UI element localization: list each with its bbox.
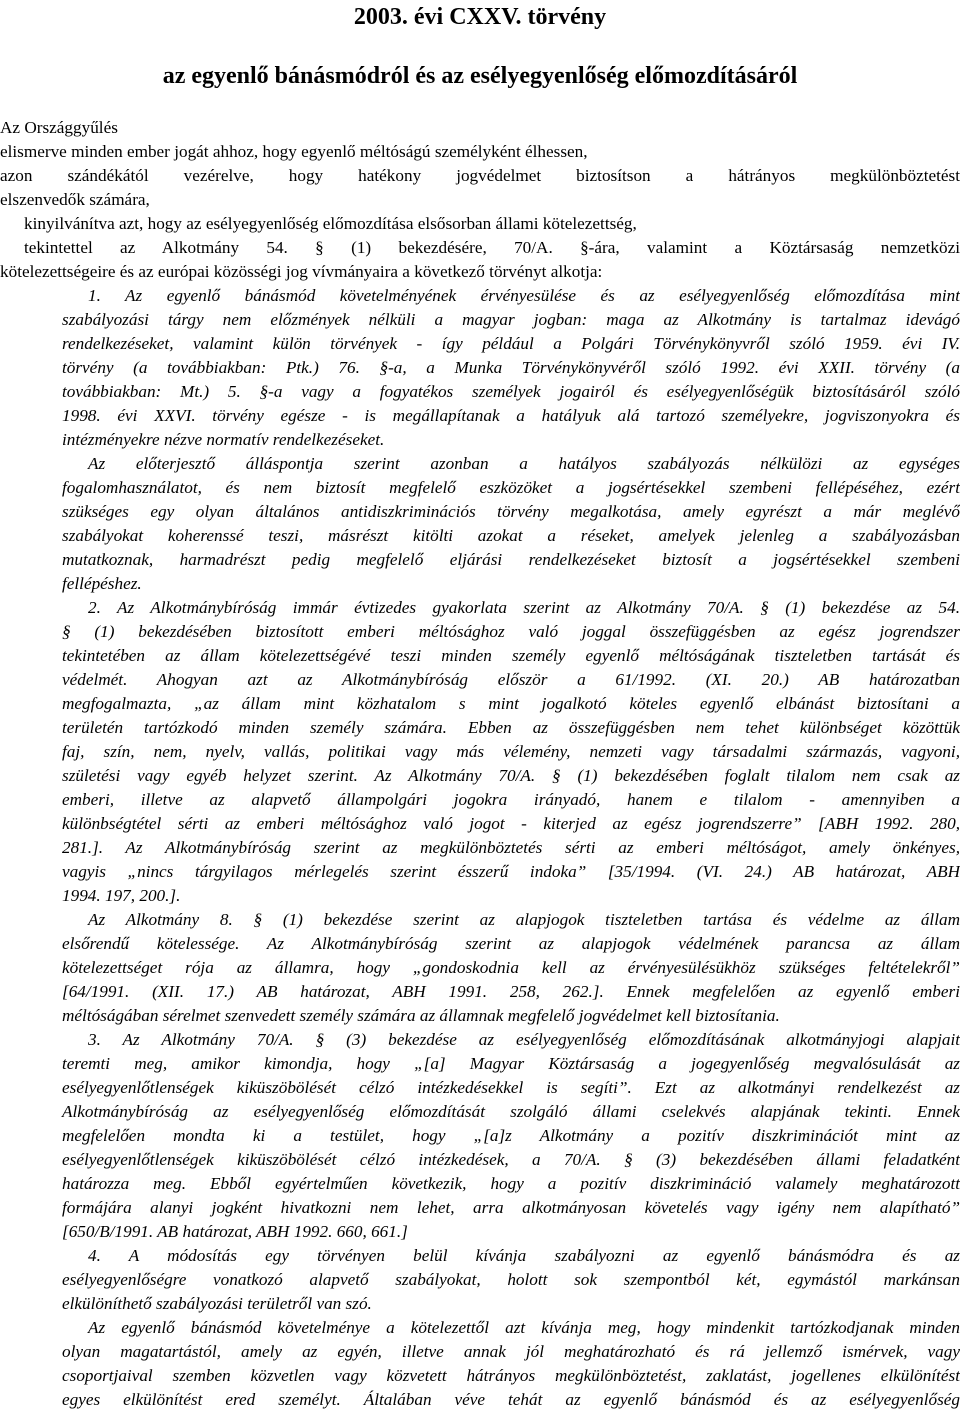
body-line: fogalomhasználatot, és nem biztosít megfelelő eszközöket a jogsértésekkel szembeni fellépéséhez, ezért (62, 478, 960, 497)
body-line: 4. A módosítás egy törvényen belül kívánja szabályozni az egyenlő bánásmódra és az (88, 1246, 960, 1265)
body-line: szabályozási tárgy nem előzmények nélküli a magyar jogban: maga az Alkotmány is tartalmaz idevágó (62, 310, 960, 329)
body-line: formájára alanyi jogként hivatkozni nem lehet, arra alkotmányosan követelés vagy igény nem alapítható” (62, 1198, 960, 1217)
body-line: rendelkezéseket, valamint külön törvények - így például a Polgári Törvénykönyvről szóló 1959. évi IV. (62, 334, 960, 353)
body-line: továbbiakban: Mt.) 5. §-a vagy a fogyatékos személyek jogairól és esélyegyenlőségük biztosításáról szóló (62, 382, 960, 401)
body-line: csoportjaival szemben közvetlen vagy közvetett hátrányos megkülönböztetést, zaklatást, jogellenes elkülönítést (62, 1366, 960, 1385)
body-line: területén tartózkodó minden személy számára. Ebben az összefüggésben nem tehet különbséget közöttük (62, 718, 960, 737)
body-line: törvény (a továbbiakban: Ptk.) 76. §-a, a Munka Törvénykönyvéről szóló 1992. évi XXII. törvény (a (62, 358, 960, 377)
body-line: esélyegyenlőségre vonatkozó alapvető szabályokat, holott sok szempontból két, egymástól markánsan (62, 1270, 960, 1289)
body-line: olyan magatartástól, amely az egyén, illetve annak jól meghatározható és rá jellemző ismérvek, vagy (62, 1342, 960, 1361)
body-line: faj, szín, nem, nyelv, vallás, politikai vagy más vélemény, nemzeti vagy társadalmi származás, vagyoni, (62, 742, 960, 761)
body-line: fellépéshez. (62, 574, 142, 593)
body-line: Az Alkotmány 8. § (1) bekezdése szerint az alapjogok tiszteletben tartása és védelme az állam (88, 910, 960, 929)
body-line: védelmét. Ahogyan azt az Alkotmánybíróság először a 61/1992. (XI. 20.) AB határozatban (62, 670, 960, 689)
preamble-line: elszenvedők számára, (0, 190, 150, 209)
body-line: megfogalmazta, „az állam mint közhatalom s mint jogalkotó köteles egyenlő elbánást biztosítani a (62, 694, 960, 713)
body-line: esélyegyenlőtlenségek kiküszöbölését célzó intézkedésekkel is segíti”. Ezt az alkotmányi rendelkezést az (62, 1078, 960, 1097)
body-line: Az egyenlő bánásmód követelménye a kötelezettől azt kívánja meg, hogy mindenkit tartózkodjanak minden (88, 1318, 960, 1337)
body-line: [650/B/1991. AB határozat, ABH 1992. 660, 661.] (62, 1222, 408, 1241)
body-line: 3. Az Alkotmány 70/A. § (3) bekezdése az esélyegyenlőség előmozdításának alkotmányjogi alapjait (88, 1030, 960, 1049)
body-line: elsőrendű kötelessége. Az Alkotmánybíróság szerint az alapjogok védelmének parancsa az állam (62, 934, 960, 953)
preamble-line: tekintettel az Alkotmány 54. § (1) bekezdésére, 70/A. §-ára, valamint a Köztársaság nemzetközi (24, 238, 960, 257)
body-line: elkülöníthető szabályozási területről van szó. (62, 1294, 372, 1313)
body-line: Az előterjesztő álláspontja szerint azonban a hatályos szabályozás nélkülözi az egységes (88, 454, 960, 473)
body-line: szabályokat koherenssé teszi, másrészt kitölti azokat a réseket, amelyek jelenleg a szabályozásban (62, 526, 960, 545)
preamble-line: kinyilvánítva azt, hogy az esélyegyenlőség előmozdítása elsősorban állami kötelezettség, (24, 214, 637, 233)
body-line: teremti meg, amikor kimondja, hogy „[a] Magyar Köztársaság a jogegyenlőség megvalósulását az (62, 1054, 960, 1073)
body-line: egyes elkülönítést ered személyt. Általában véve tehát az egyenlő bánásmód és az esélyegyenlőség (62, 1390, 960, 1409)
body-line: emberi, illetve az alapvető állampolgári jogokra irányadó, hanem e tilalom - amennyiben a (62, 790, 960, 809)
body-line: születési vagy egyéb helyzet szerint. Az Alkotmány 70/A. § (1) bekezdésében foglalt tilalom nem csak az (62, 766, 960, 785)
preamble-line: azon szándékától vezérelve, hogy hatékony jogvédelmet biztosítson a hátrányos megkülönböztetést (0, 166, 960, 185)
preamble-line: Az Országgyűlés (0, 118, 118, 137)
body-line: § (1) bekezdésében biztosított emberi méltósághoz való joggal összefüggésben az egész jogrendszer (62, 622, 960, 641)
body-line: megfelelően mondta ki a testület, hogy „[a]z Alkotmány a pozitív diszkriminációt mint az (62, 1126, 960, 1145)
preamble-line: kötelezettségeire és az európai közösségi jog vívmányaira a következő törvényt alkotja: (0, 262, 603, 281)
body-line: szükséges egy olyan általános antidiszkriminációs törvény megalkotása, amely egyrészt a már meglévő (62, 502, 960, 521)
body-line: esélyegyenlőtlenségek kiküszöbölését célzó intézkedések, a 70/A. § (3) bekezdésében állami feladatként (62, 1150, 960, 1169)
preamble-line: elismerve minden ember jogát ahhoz, hogy egyenlő méltóságú személyként élhessen, (0, 142, 588, 161)
body-line: mutatkoznak, harmadrészt pedig megfelelő eljárási rendelkezéseket biztosít a jogsértésekkel szembeni (62, 550, 960, 569)
body-line: intézményekre nézve normatív rendelkezéseket. (62, 430, 385, 449)
body-line: [64/1991. (XII. 17.) AB határozat, ABH 1991. 258, 262.]. Ennek megfelelően az egyenlő emberi (62, 982, 960, 1001)
body-line: tekintetében az állam kötelezettségévé teszi minden személy egyenlő méltóságának tiszteletben tartását és (62, 646, 960, 665)
body-line: 1998. évi XXVI. törvény egésze - is megállapítanak a hatályuk alá tartozó személyekre, jogviszonyokra és (62, 406, 960, 425)
body-line: különbségtétel sérti az emberi méltósághoz való jogot - kiterjed az egész jogrendszerre” [ABH 1992. 280, (62, 814, 960, 833)
body-line: 2. Az Alkotmánybíróság immár évtizedes gyakorlata szerint az Alkotmány 70/A. § (1) bekezdése az 54. (88, 598, 960, 617)
body-line: 1. Az egyenlő bánásmód követelményének érvényesülése és az esélyegyenlőség előmozdítása mint (88, 286, 960, 305)
document-subtitle: az egyenlő bánásmódról és az esélyegyenlőség előmozdításáról (162, 63, 798, 89)
body-line: Alkotmánybíróság az esélyegyenlőség előmozdítását szolgáló állami cselekvés alapjának tekinti. Ennek (62, 1102, 960, 1121)
document-title: 2003. évi CXXV. törvény (353, 4, 607, 30)
body-line: kötelezettséget rója az államra, hogy „gondoskodnia kell az érvényesülésükhöz szükséges feltételekről” (62, 958, 960, 977)
body-line: 281.]. Az Alkotmánybíróság szerint az megkülönböztetés sérti az emberi méltóságot, amely önkényes, (62, 838, 960, 857)
body-line: 1994. 197, 200.]. (62, 886, 181, 905)
body-line: határozza meg. Ebből egyértelműen következik, hogy a pozitív diszkrimináció valamely meghatározott (62, 1174, 960, 1193)
body-line: méltóságában sérelmet szenvedett személy számára az államnak megfelelő jogvédelmet kell biztosítania. (62, 1006, 780, 1025)
body-line: vagyis „nincs tárgyilagos mérlegelés szerint ésszerű indoka” [35/1994. (VI. 24.) AB határozat, ABH (62, 862, 960, 881)
